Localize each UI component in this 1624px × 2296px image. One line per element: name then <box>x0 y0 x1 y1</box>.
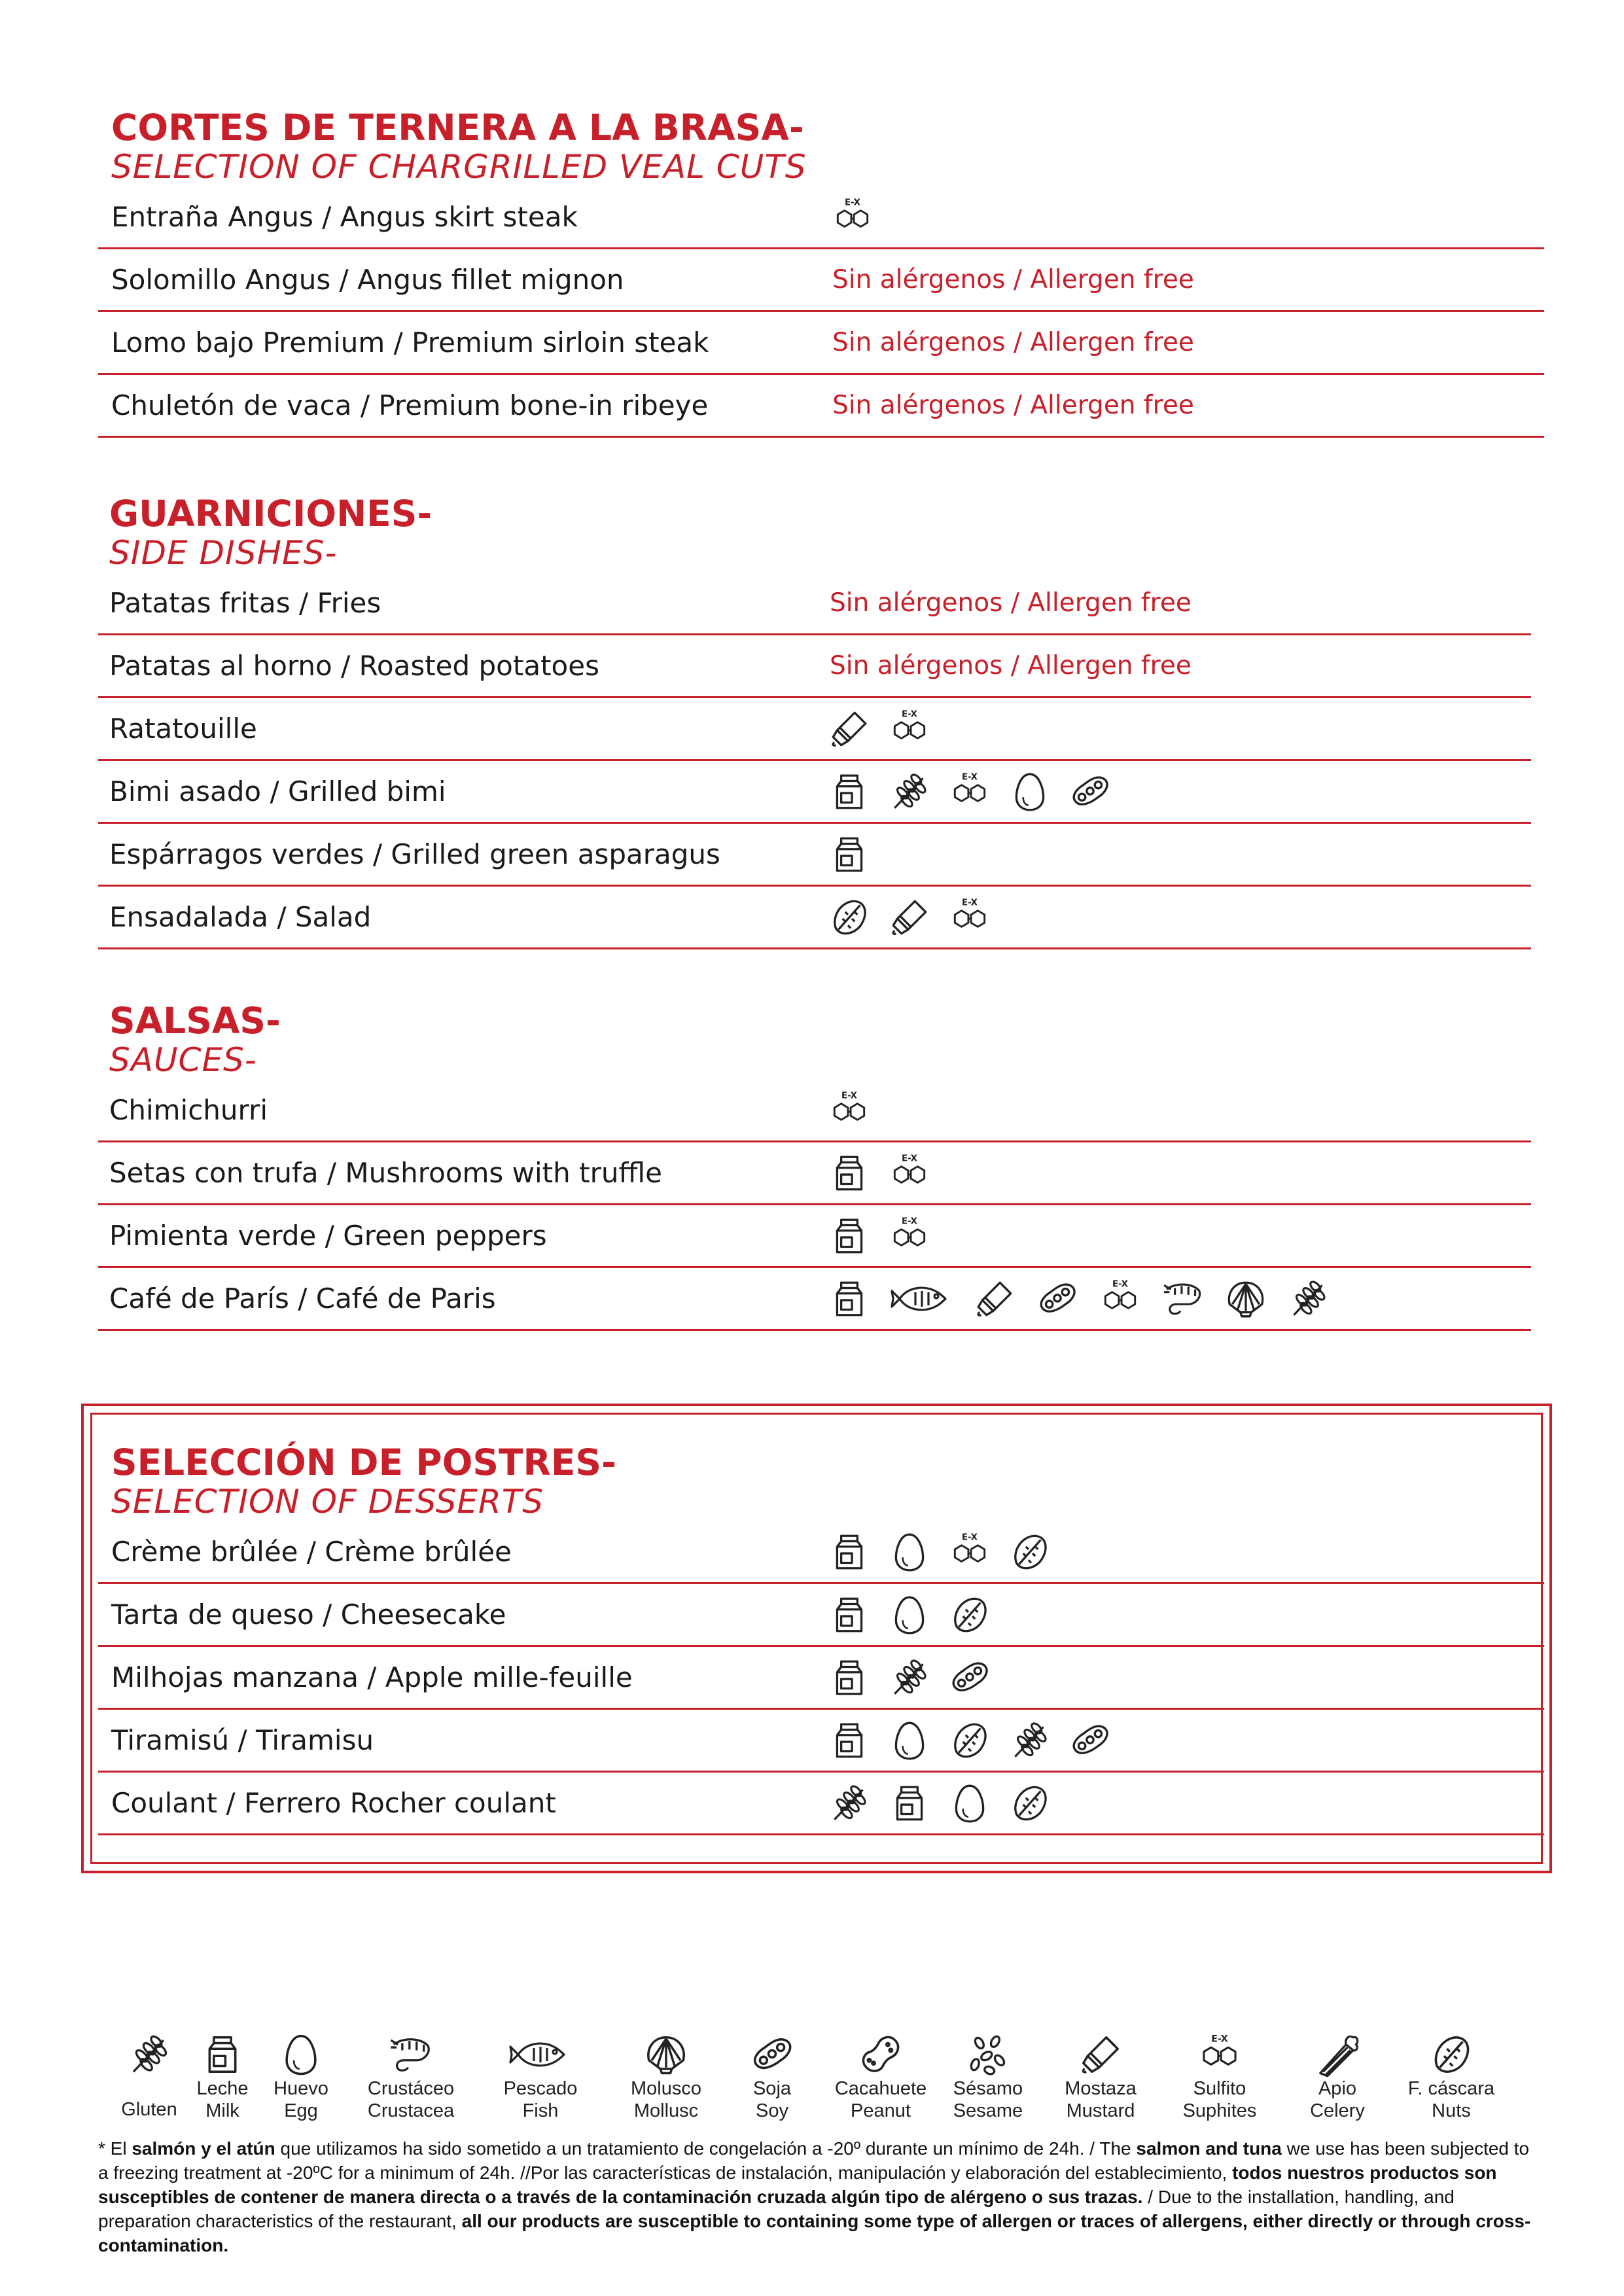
legend-label-en: Mollusc <box>633 2100 699 2121</box>
milk-icon <box>828 1277 871 1320</box>
menu-row <box>98 573 1531 635</box>
nuts-icon <box>948 1593 991 1636</box>
soy-icon <box>749 2032 795 2077</box>
allergen-icons <box>828 1710 1112 1771</box>
milk-icon <box>828 833 871 876</box>
allergen-icons <box>828 1268 1330 1329</box>
legend-label-en: Egg <box>284 2100 318 2121</box>
legend-label: Soja <box>752 2078 792 2099</box>
dish-name: Coulant / Ferrero Rocher coulant <box>111 1787 556 1819</box>
dish-name: Patatas fritas / Fries <box>109 587 381 619</box>
egg-icon <box>278 2032 324 2077</box>
legend-nuts <box>1399 2032 1504 2122</box>
sulphite-icon <box>828 1089 871 1132</box>
footnote-text: we use has been subjected to a freezing treatment at -20ºC for a minimum of 24h. //Por las características de instalación, manipulación y elaboración del establecimiento, <box>98 2138 1530 2183</box>
section-subtitle: SELECTION OF CHARGRILLED VEAL CUTS <box>111 148 807 186</box>
dish-name: Entraña Angus / Angus skirt steak <box>111 201 578 233</box>
allergen-icons <box>828 1521 1051 1582</box>
sides-section <box>98 493 1531 933</box>
soy-icon <box>948 1656 991 1699</box>
legend-label: Cacahuete <box>834 2078 927 2099</box>
section-subtitle: SELECTION OF DESSERTS <box>111 1483 544 1521</box>
legend-label: Huevo <box>274 2078 328 2099</box>
allergen-legend <box>97 2032 1523 2130</box>
sulphite-icon <box>948 770 991 813</box>
menu-row <box>98 1584 1544 1647</box>
legend-sesame <box>936 2032 1040 2122</box>
allergen-icons <box>828 698 931 759</box>
milk-icon <box>200 2032 245 2077</box>
footnote-text: que utilizamos ha sido sometido a un tratamiento de congelación a -20º durante un mínimo de 24h. / The <box>275 2138 1137 2159</box>
nuts-icon <box>828 896 871 939</box>
footnote-bold: todos nuestros productos son susceptibles de contener de manera directa o a través de la contaminación cruzada algún tipo de alérgeno o sus trazas. <box>98 2163 1497 2207</box>
dish-name: Tarta de queso / Cheesecake <box>111 1598 506 1631</box>
nuts-icon <box>1008 1782 1051 1825</box>
footnote-text: * El <box>98 2138 132 2159</box>
gluten-icon <box>888 1656 931 1699</box>
soy-icon <box>1068 1719 1112 1762</box>
mustard-icon <box>1078 2032 1123 2077</box>
section-title: GUARNICIONES- <box>109 493 432 535</box>
allergen-icons <box>828 887 991 947</box>
mollusc-icon <box>1224 1277 1267 1320</box>
menu-row <box>98 1521 1544 1584</box>
dish-name: Patatas al horno / Roasted potatoes <box>109 650 599 682</box>
legend-label: Gluten <box>121 2099 177 2120</box>
legend-label-en: Crustacea <box>367 2100 455 2121</box>
dish-name: Setas con trufa / Mushrooms with truffle <box>109 1157 662 1189</box>
dish-name: Chuletón de vaca / Premium bone-in ribeye <box>111 389 709 421</box>
section-subtitle: SAUCES- <box>109 1041 257 1079</box>
dish-name: Chimichurri <box>109 1094 268 1126</box>
gluten-icon <box>828 1782 871 1825</box>
allergen-icons <box>831 186 874 247</box>
desserts-section <box>98 1441 1544 1819</box>
menu-row <box>98 1142 1531 1205</box>
menu-row <box>98 761 1531 824</box>
legend-mollusc <box>614 2032 718 2122</box>
allergen-free-note: Sin alérgenos / Allergen free <box>830 651 1192 680</box>
gluten-icon <box>888 770 931 813</box>
peanut-icon <box>858 2032 904 2077</box>
menu-row <box>98 249 1544 312</box>
allergen-free-note: Sin alérgenos / Allergen free <box>830 588 1192 618</box>
legend-label-en: Celery <box>1310 2100 1365 2121</box>
soy-icon <box>1068 770 1112 813</box>
legend-label: Mostaza <box>1065 2078 1137 2099</box>
gluten-icon <box>126 2032 172 2077</box>
fish-icon <box>891 1277 953 1320</box>
sulphite-icon <box>1197 2032 1243 2077</box>
soy-icon <box>1036 1277 1079 1320</box>
sauces-section <box>98 1000 1531 1315</box>
celery-icon <box>1315 2032 1360 2077</box>
milk-icon <box>828 1152 871 1195</box>
sulphite-icon <box>888 707 931 751</box>
crustacean-icon <box>1161 1277 1205 1320</box>
legend-label: Crustáceo <box>367 2078 455 2099</box>
section-subtitle: SIDE DISHES- <box>109 534 338 572</box>
sulphite-icon <box>831 196 874 239</box>
egg-icon <box>888 1719 931 1762</box>
legend-label-en: Suphites <box>1182 2100 1257 2121</box>
dish-name: Ratatouille <box>109 713 257 745</box>
nuts-icon <box>948 1719 991 1762</box>
dish-name: Crème brûlée / Crème brûlée <box>111 1536 512 1568</box>
legend-label: F. cáscara <box>1407 2078 1495 2099</box>
sulphite-icon <box>1099 1277 1142 1320</box>
menu-row <box>98 1647 1544 1710</box>
legend-label: Sulfito <box>1193 2078 1246 2099</box>
footnote-text: / Due to the installation, handling, and preparation characteristics of the restaurant, <box>98 2187 1455 2231</box>
legend-label-en: Milk <box>205 2100 239 2121</box>
allergen-free-note: Sin alérgenos / Allergen free <box>832 391 1194 420</box>
dish-name: Lomo bajo Premium / Premium sirloin steak <box>111 327 709 359</box>
milk-icon <box>828 770 871 813</box>
mustard-icon <box>888 896 931 939</box>
legend-sulphite <box>1167 2032 1272 2122</box>
dish-name: Tiramisú / Tiramisu <box>111 1724 374 1756</box>
legend-label: Apio <box>1318 2078 1357 2099</box>
gluten-icon <box>1008 1719 1051 1762</box>
milk-icon <box>828 1214 871 1258</box>
menu-row <box>98 312 1544 375</box>
allergen-icons <box>828 1205 931 1266</box>
allergen-icons <box>828 1142 931 1203</box>
legend-label-en: Peanut <box>851 2100 911 2121</box>
veal-section <box>98 107 1544 421</box>
milk-icon <box>888 1782 931 1825</box>
menu-row <box>98 1710 1544 1773</box>
allergen-icons <box>828 1584 991 1645</box>
egg-icon <box>1008 770 1051 813</box>
legend-peanut <box>828 2032 933 2122</box>
dish-name: Milhojas manzana / Apple mille-feuille <box>111 1661 633 1693</box>
sesame-icon <box>965 2032 1011 2077</box>
dish-name: Solomillo Angus / Angus fillet mignon <box>111 264 624 296</box>
sulphite-icon <box>888 1152 931 1195</box>
mustard-icon <box>828 707 871 751</box>
legend-crustacean <box>359 2032 463 2122</box>
menu-row <box>98 1268 1531 1331</box>
footnote-bold: salmon and tuna <box>1136 2138 1282 2159</box>
legend-egg <box>249 2032 353 2122</box>
menu-row <box>98 635 1531 698</box>
sulphite-icon <box>948 1530 991 1574</box>
dish-name: Pimienta verde / Green peppers <box>109 1220 547 1252</box>
section-title: CORTES DE TERNERA A LA BRASA- <box>111 107 804 149</box>
legend-label: Molusco <box>631 2078 701 2099</box>
crustacean-icon <box>388 2032 434 2077</box>
legend-celery <box>1285 2032 1390 2122</box>
menu-row <box>98 887 1531 949</box>
milk-icon <box>828 1593 871 1636</box>
menu-row <box>98 1080 1531 1142</box>
egg-icon <box>888 1593 931 1636</box>
allergen-icons <box>828 1647 991 1708</box>
footnote-bold: all our products are susceptible to containing some type of allergen or traces of allergens, either directly or through cross-contamination. <box>98 2211 1531 2255</box>
footnote-bold: salmón y el atún <box>132 2138 275 2159</box>
legend-label-en: Fish <box>522 2100 559 2121</box>
menu-row <box>98 186 1544 249</box>
allergen-free-note: Sin alérgenos / Allergen free <box>832 265 1194 294</box>
allergen-icons <box>828 1773 1051 1833</box>
sulphite-icon <box>888 1214 931 1258</box>
allergen-free-note: Sin alérgenos / Allergen free <box>832 328 1194 357</box>
sulphite-icon <box>948 896 991 939</box>
mustard-icon <box>973 1277 1016 1320</box>
milk-icon <box>828 1530 871 1574</box>
nuts-icon <box>1428 2032 1474 2077</box>
menu-row <box>98 1205 1531 1268</box>
allergen-footnote <box>98 2136 1538 2257</box>
allergen-icons <box>828 1080 871 1140</box>
legend-label: Pescado <box>503 2078 578 2099</box>
egg-icon <box>888 1530 931 1574</box>
menu-row <box>98 375 1544 438</box>
milk-icon <box>828 1719 871 1762</box>
menu-row <box>98 824 1531 887</box>
mollusc-icon <box>643 2032 689 2077</box>
legend-label-en: Mustard <box>1066 2100 1135 2121</box>
gluten-icon <box>1287 1277 1330 1320</box>
legend-mustard <box>1048 2032 1153 2122</box>
dish-name: Bimi asado / Grilled bimi <box>109 775 446 807</box>
section-title: SALSAS- <box>109 1000 281 1042</box>
allergen-icons <box>828 824 871 885</box>
dish-name: Café de París / Café de Paris <box>109 1282 496 1315</box>
fish-icon <box>509 2032 572 2077</box>
legend-label-en: Sesame <box>953 2100 1023 2121</box>
legend-label-en: Nuts <box>1432 2100 1471 2121</box>
legend-label: Sésamo <box>953 2078 1023 2099</box>
menu-row <box>98 1773 1544 1835</box>
nuts-icon <box>1008 1530 1051 1574</box>
legend-soy <box>720 2032 824 2122</box>
milk-icon <box>828 1656 871 1699</box>
legend-label-en: Soy <box>756 2100 788 2121</box>
dish-name: Espárragos verdes / Grilled green asparagus <box>109 838 720 870</box>
dish-name: Ensadalada / Salad <box>109 901 372 933</box>
egg-icon <box>948 1782 991 1825</box>
menu-row <box>98 698 1531 761</box>
section-title: SELECCIÓN DE POSTRES- <box>111 1441 616 1483</box>
legend-label: Leche <box>196 2078 249 2099</box>
legend-fish <box>488 2032 593 2122</box>
allergen-icons <box>828 761 1112 822</box>
